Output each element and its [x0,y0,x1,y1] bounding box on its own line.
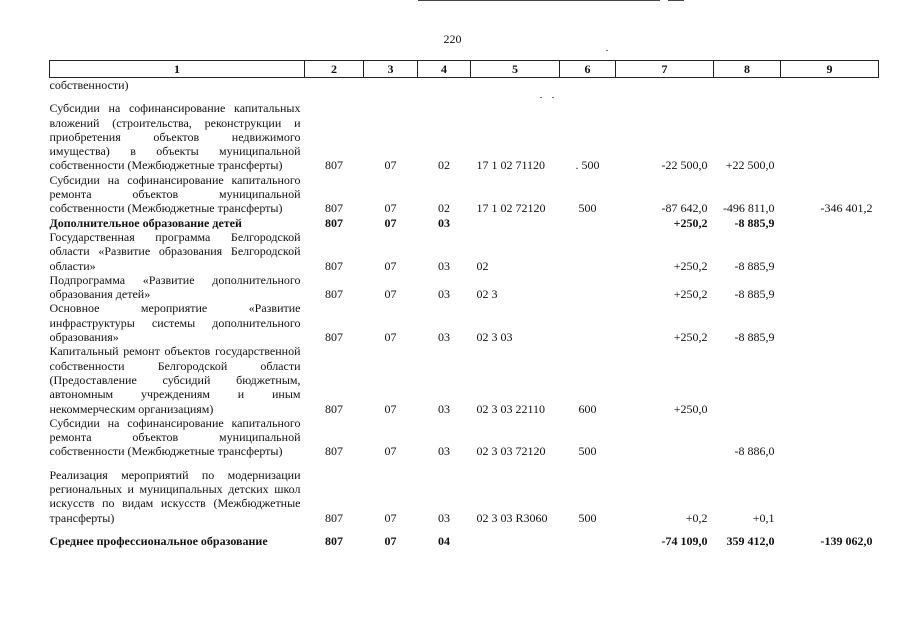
cell-amount-7: +0,2 [685,510,708,525]
cell-ministry-code: 807 [325,215,343,230]
cell-target-article: 02 3 03 22110 [476,401,546,416]
cell-item-name: Субсидии на софинансирование капитального ремонта объектов муниципальной собственности (Межбюджетные трансферты) [49,415,301,459]
cell-target-article [471,534,560,548]
column-header: 6 [560,61,616,78]
cell-ministry-code: 807 [325,510,343,525]
cell-target-article: 02 3 [476,287,498,302]
cell-subsection-code: 02 [438,158,450,173]
cell-section-code: 07 [384,401,397,416]
top-edge-line [418,0,660,1]
cell-section-code: 07 [384,258,397,273]
cell-section-code: 07 [384,330,397,345]
cell-expense-type: 500 [578,201,597,216]
table-row [50,273,879,302]
cell-amount-7: -87 642,0 [661,201,708,216]
cell-ministry-code: 807 [325,258,343,273]
column-header: 3 [364,61,418,78]
cell-item-name: Субсидии на софинансирование капитальных вложений (строительства, реконструкции и приобретения объектов недвижимого имущества) в объекты муниципальной собственности (Межбюджетные трансферты) [49,101,301,173]
cell-amount-7: +250,2 [673,215,708,230]
cell-item-name: собственности) [49,78,129,92]
table-row [50,416,879,459]
cell-subsection-code: 03 [438,401,450,416]
cell-amount-7: +250,2 [673,258,708,273]
table-row [50,216,879,230]
cell-amount-8: -496 811,0 [722,201,775,216]
row-spacer [50,92,879,101]
cell-expense-type [560,216,616,230]
cell-amount-8: -8 885,9 [734,330,775,345]
cell-amount-9 [781,416,879,459]
column-header: 7 [616,61,714,78]
cell-section-code: 07 [384,287,397,302]
cell-item-name: Капитальный ремонт объектов государственной собственности Белгородской области (Предоставление субсидий бюджетным, автономным учреждениям и иным некоммерческим организациям) [49,344,301,416]
cell-target-article: 02 3 03 R3060 [476,510,548,525]
cell-item-name: Субсидии на софинансирование капитального ремонта объектов муниципальной собственности (Межбюджетные трансферты) [49,172,301,216]
cell-amount-9 [781,273,879,302]
cell-amount-9: -346 401,2 [820,201,873,216]
cell-ministry-code: 807 [325,287,343,302]
cell-item-name: Дополнительное образование детей [49,215,242,230]
cell-target-article [471,216,560,230]
cell-expense-type [560,78,616,93]
table-row [50,101,879,172]
cell-expense-type [560,301,616,344]
cell-amount-7: +250,2 [673,330,708,345]
cell-target-article: 02 3 03 [476,330,513,345]
cell-item-name: Государственная программа Белгородской области «Развитие образования Белгородской области» [49,229,301,273]
cell-amount-8: -8 885,9 [734,287,775,302]
cell-amount-8 [714,344,781,415]
cell-amount-9 [781,301,879,344]
cell-section-code: 07 [384,201,397,216]
cell-expense-type: . 500 [575,158,600,173]
column-header: 9 [781,61,879,78]
table-row [50,230,879,273]
cell-target-article [471,78,560,93]
cell-ministry-code: 807 [325,401,343,416]
cell-subsection-code: 03 [438,444,450,459]
cell-section-code: 07 [384,533,397,548]
cell-amount-7 [616,78,714,93]
cell-ministry-code: 807 [325,533,343,548]
cell-ministry-code: 807 [325,158,343,173]
cell-amount-7: +250,2 [673,287,708,302]
cell-amount-8: -8 885,9 [734,258,775,273]
cell-target-article: 17 1 02 72120 [476,201,546,216]
cell-amount-9 [781,468,879,525]
row-spacer [50,459,879,468]
table-row [50,344,879,415]
cell-ministry-code: 807 [325,201,343,216]
top-edge-line [668,0,684,1]
cell-section-code: 07 [384,215,397,230]
cell-amount-8: +0,1 [752,510,775,525]
cell-amount-7: -74 109,0 [661,533,708,548]
column-header: 5 [471,61,560,78]
table-row [50,468,879,525]
cell-ministry-code [305,78,364,93]
table-row [50,78,879,93]
cell-expense-type [560,534,616,548]
row-spacer [50,525,879,534]
cell-subsection-code [418,78,471,93]
column-header: 4 [418,61,471,78]
cell-section-code: 07 [384,510,397,525]
cell-amount-8: +22 500,0 [725,158,775,173]
table-row [50,173,879,216]
cell-subsection-code: 03 [438,510,450,525]
cell-subsection-code: 02 [438,201,450,216]
cell-item-name: Основное мероприятие «Развитие инфраструктуры системы дополнительного образования» [49,301,301,345]
cell-target-article: 02 3 03 72120 [476,444,546,459]
cell-subsection-code: 03 [438,258,450,273]
column-header: 8 [714,61,781,78]
cell-section-code [364,78,418,93]
scan-speck [606,50,608,51]
cell-amount-9 [781,101,879,172]
cell-amount-9 [781,78,879,93]
cell-subsection-code: 04 [438,533,450,548]
column-header: 2 [305,61,364,78]
cell-expense-type: 500 [578,444,597,459]
column-header: 1 [50,61,305,78]
cell-amount-9 [781,230,879,273]
cell-item-name: Среднее профессиональное образование [49,533,268,548]
budget-table [49,60,879,548]
cell-target-article: 17 1 02 71120 [476,158,546,173]
cell-amount-9 [781,216,879,230]
cell-amount-7 [616,416,714,459]
cell-amount-7: -22 500,0 [661,158,708,173]
cell-subsection-code: 03 [438,330,450,345]
cell-target-article: 02 [476,258,489,273]
cell-item-name: Подпрограмма «Развитие дополнительного образования детей» [49,272,301,302]
cell-subsection-code: 03 [438,287,450,302]
cell-amount-8: -8 885,9 [734,215,775,230]
table-row [50,534,879,548]
cell-ministry-code: 807 [325,330,343,345]
cell-amount-8: -8 886,0 [734,444,775,459]
page-number: 220 [443,32,462,46]
cell-amount-7: +250,0 [673,401,708,416]
cell-section-code: 07 [384,158,397,173]
cell-subsection-code: 03 [438,215,450,230]
cell-amount-9 [781,344,879,415]
cell-expense-type: 600 [578,401,597,416]
cell-amount-9: -139 062,0 [820,533,873,548]
table-header-row [50,61,879,78]
cell-expense-type: 500 [578,510,597,525]
cell-amount-8 [714,78,781,93]
cell-expense-type [560,273,616,302]
cell-amount-8: 359 412,0 [726,533,775,548]
table-row [50,301,879,344]
cell-section-code: 07 [384,444,397,459]
cell-ministry-code: 807 [325,444,343,459]
cell-expense-type [560,230,616,273]
cell-item-name: Реализация мероприятий по модернизации региональных и муниципальных детских школ искусств по видам искусств (Межбюджетные трансферты) [49,467,301,525]
